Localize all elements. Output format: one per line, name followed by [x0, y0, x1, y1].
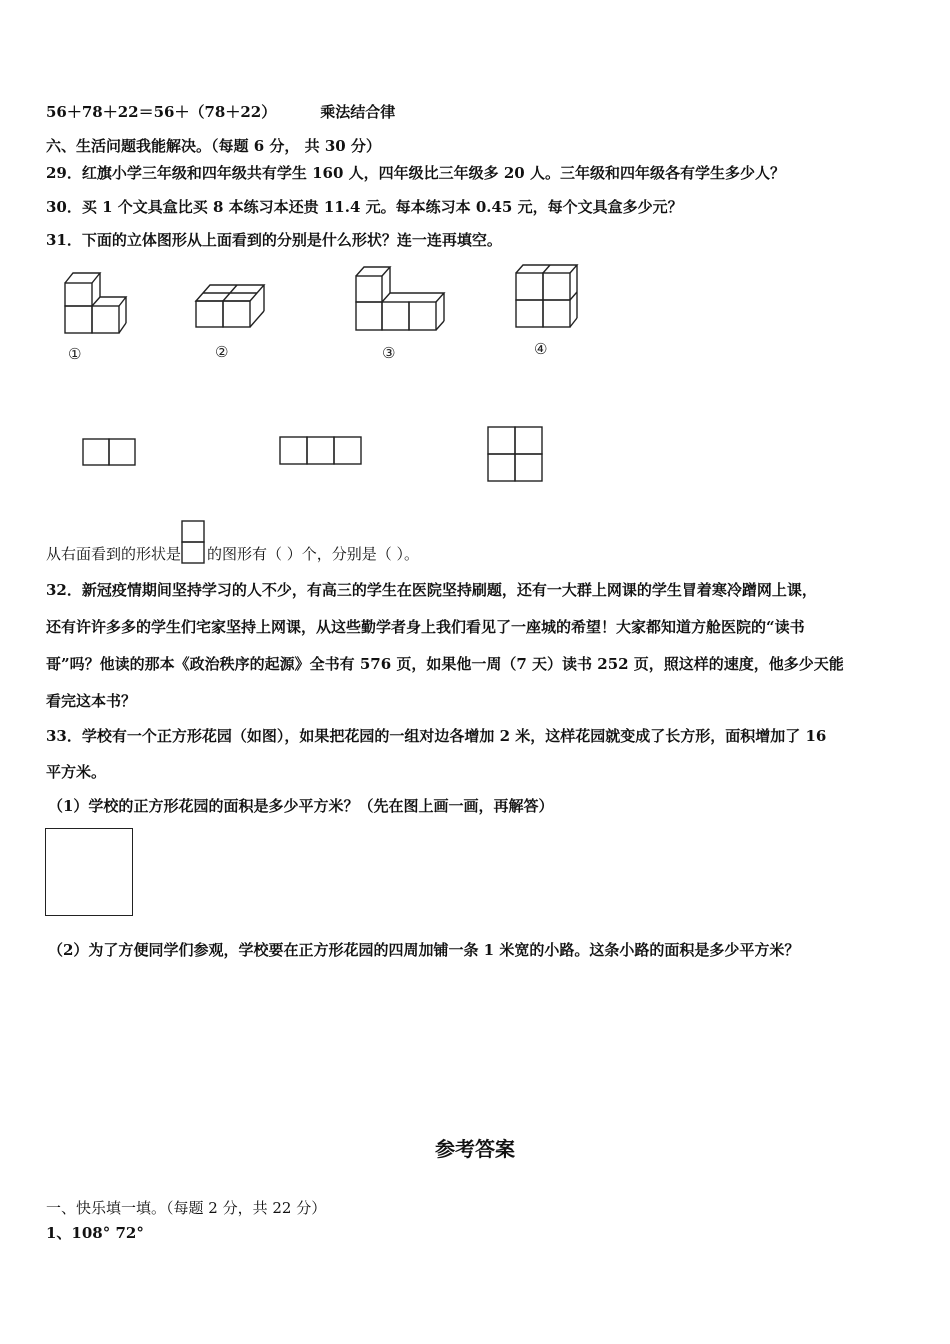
answer-1: 1、108° 72°	[46, 1224, 144, 1242]
fill-text-after: 的图形有（ ）个，分别是（ ）。	[207, 545, 420, 563]
question-32-line-3: 哥”吗？他读的那本《政治秩序的起源》全书有 576 页，如果他一周（7 天）读书 252 页，照这样的速度，他多少天能	[46, 655, 844, 673]
figure-4-label: ④	[534, 340, 548, 358]
question-31: 31．下面的立体图形从上面看到的分别是什么形状？连一连再填空。	[46, 231, 502, 249]
solid-figure-4	[510, 260, 590, 364]
question-33-line-1: 33．学校有一个正方形花园（如图），如果把花园的一组对边各增加 2 米，这样花园就变成了长方形，面积增加了 16	[46, 727, 827, 745]
question-33-line-2: 平方米。	[46, 763, 107, 781]
question-30: 30．买 1 个文具盒比买 8 本练习本还贵 11.4 元。每本练习本 0.45 元，每个文具盒多少元？	[46, 198, 683, 216]
top-view-four-squares	[487, 426, 545, 484]
section-six-heading: 六、生活问题我能解决。（每题 6 分， 共 30 分）	[46, 137, 381, 155]
figure-1-label: ①	[68, 345, 82, 363]
answer-key-title: 参考答案	[435, 1137, 515, 1161]
question-33-part-2: （2）为了方便同学们参观，学校要在正方形花园的四周加铺一条 1 米宽的小路。这条小路的面积是多少平方米？	[48, 941, 800, 959]
question-33-part-1: （1）学校的正方形花园的面积是多少平方米？（先在图上画一画，再解答）	[48, 797, 554, 815]
top-view-three-squares	[279, 436, 363, 466]
figure-3-label: ③	[382, 344, 396, 362]
top-view-two-squares	[82, 438, 138, 468]
square-garden-figure	[45, 828, 133, 916]
figure-2-label: ②	[215, 343, 229, 361]
solid-figure-2	[190, 275, 280, 367]
question-32-line-1: 32．新冠疫情期间坚持学习的人不少，有高三的学生在医院坚持刷题，还有一大群上网课的学生冒着寒冷蹭网上课，	[46, 581, 817, 599]
question-32-line-2: 还有许许多多的学生们宅家坚持上网课，从这些勤学者身上我们看见了一座城的希望！大家都知道方舱医院的“读书	[46, 618, 805, 636]
equation-text: 56＋78＋22＝56＋（78＋22）	[46, 103, 277, 121]
solid-figure-1	[60, 265, 140, 367]
question-31-fill	[46, 520, 419, 566]
law-name: 乘法结合律	[320, 103, 396, 121]
question-29: 29．红旗小学三年级和四年级共有学生 160 人，四年级比三年级多 20 人。三年级和四年级各有学生多少人？	[46, 164, 785, 182]
line-equation	[46, 102, 395, 122]
right-view-icon	[181, 520, 207, 566]
answer-section-one: 一、快乐填一填。（每题 2 分，共 22 分）	[46, 1199, 327, 1217]
solid-figure-3	[350, 262, 450, 368]
fill-text-before: 从右面看到的形状是	[46, 545, 182, 563]
question-32-line-4: 看完这本书？	[46, 692, 137, 710]
